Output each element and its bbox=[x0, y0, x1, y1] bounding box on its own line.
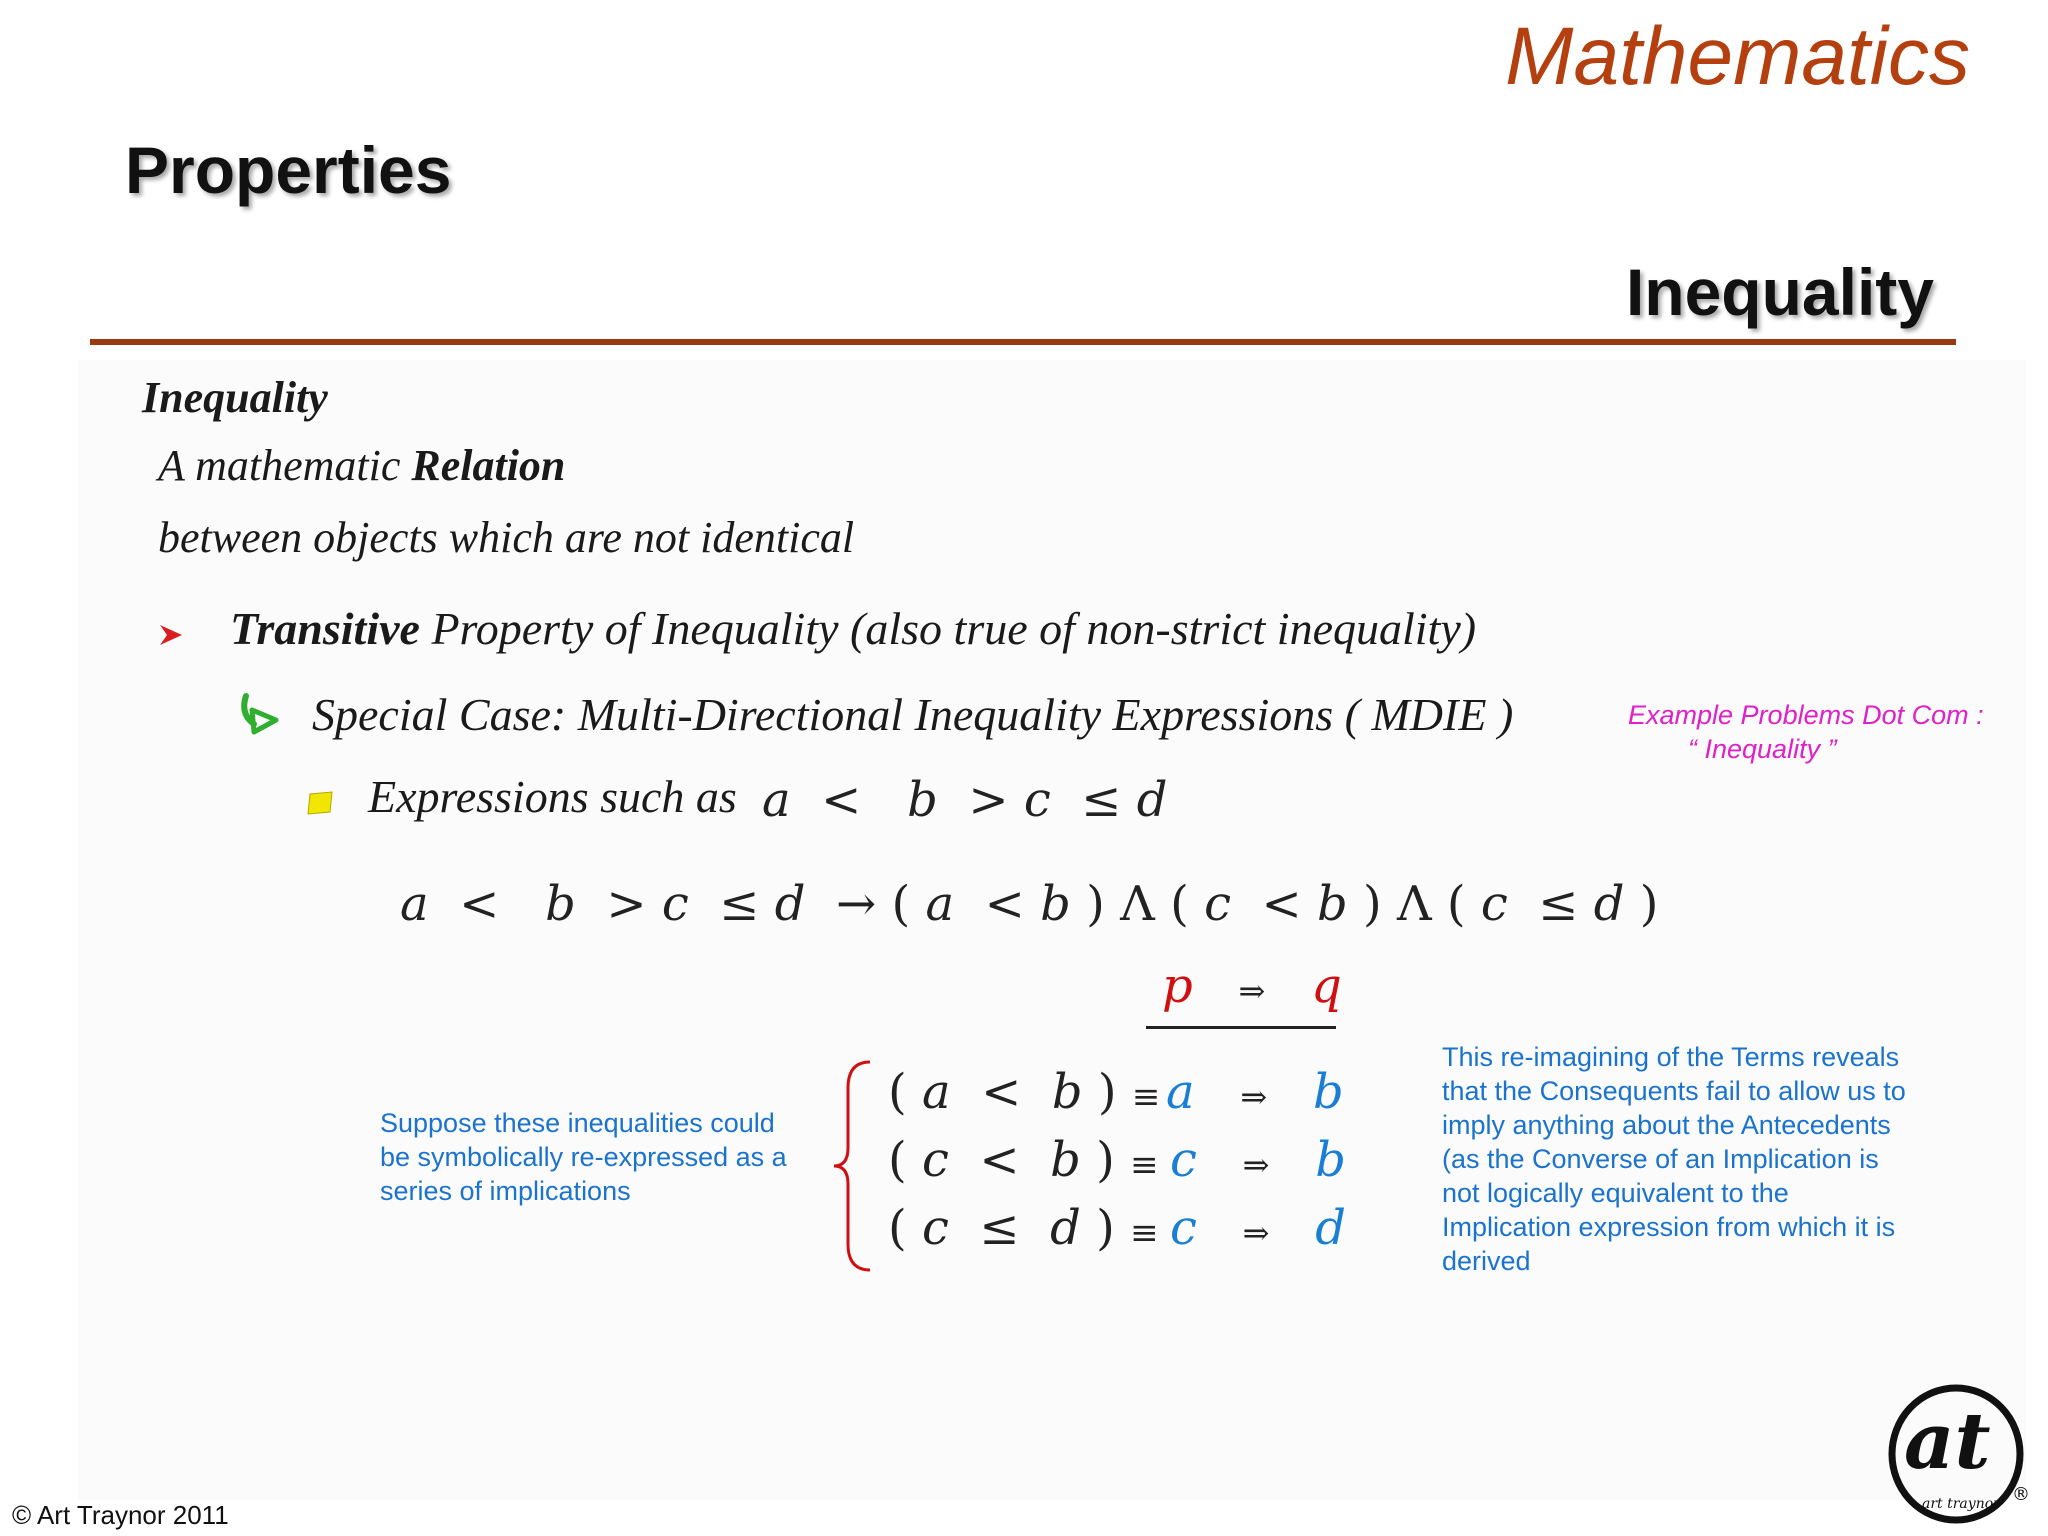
arrowhead-bullet-icon bbox=[158, 622, 184, 648]
var-d: d bbox=[1050, 1200, 1081, 1256]
paren-left: ( bbox=[1170, 876, 1189, 932]
logo-sub-text: art traynor bbox=[1922, 1496, 2000, 1512]
op-arrow: → bbox=[836, 876, 877, 932]
op-lt: < bbox=[821, 772, 862, 828]
definition-line2: between objects which are not identical bbox=[158, 513, 855, 562]
section-title: Properties bbox=[125, 133, 452, 207]
implication-header bbox=[1162, 958, 1342, 1014]
op-le: ≤ bbox=[1081, 772, 1122, 828]
registered-mark: ® bbox=[2012, 1484, 2030, 1505]
var-b: b bbox=[1050, 1132, 1081, 1188]
bullet-transitive bbox=[230, 602, 1476, 655]
subject-title: Mathematics bbox=[1505, 11, 1970, 102]
paren-right: ) bbox=[1096, 1132, 1115, 1188]
var-b: b bbox=[1051, 1064, 1083, 1120]
op-lt: < bbox=[979, 1132, 1020, 1188]
var-d: d bbox=[1136, 772, 1168, 828]
op-lt: < bbox=[984, 876, 1025, 932]
right-note: This re-imagining of the Terms reveals that the Consequents fail to allow us to imply anything about the Antecedents (as the Converse of an Implication is not logically equivalent to the Implication expression from which it is derived bbox=[1442, 1042, 1906, 1276]
paren-right: ) bbox=[1097, 1064, 1117, 1120]
op-gt: > bbox=[606, 876, 647, 932]
paren-left: ( bbox=[888, 1064, 907, 1120]
op-and: Λ bbox=[1120, 876, 1155, 932]
op-le: ≤ bbox=[719, 876, 760, 932]
implication-row-3-rhs bbox=[1170, 1200, 1346, 1256]
var-c: c bbox=[1170, 1132, 1197, 1188]
op-and: Λ bbox=[1396, 876, 1432, 932]
definition-line1-prefix: A mathematic bbox=[158, 441, 401, 490]
implication-row-2 bbox=[888, 1132, 1159, 1188]
paren-right: ) bbox=[1639, 876, 1659, 932]
op-lt: < bbox=[1261, 876, 1302, 932]
paren-left: ( bbox=[1446, 876, 1466, 932]
implication-row-1-rhs bbox=[1166, 1064, 1344, 1120]
op-gt: > bbox=[968, 772, 1009, 828]
paren-right: ) bbox=[1086, 876, 1105, 932]
op-le: ≤ bbox=[1538, 876, 1579, 932]
implication-row-1 bbox=[888, 1064, 1160, 1120]
var-a: a bbox=[1166, 1064, 1195, 1120]
at-logo-icon bbox=[1884, 1380, 2034, 1530]
var-d: d bbox=[1593, 876, 1625, 932]
curved-arrow-bullet-icon bbox=[236, 690, 282, 736]
var-a: a bbox=[925, 876, 955, 932]
paren-right: ) bbox=[1362, 876, 1382, 932]
var-a: a bbox=[400, 876, 429, 932]
implication-underline bbox=[1146, 1026, 1336, 1029]
var-a: a bbox=[922, 1064, 951, 1120]
op-equiv: ≡ bbox=[1130, 1145, 1159, 1185]
op-implies: ⇒ bbox=[1240, 1078, 1268, 1116]
op-implies: ⇒ bbox=[1242, 1146, 1270, 1184]
left-note: Suppose these inequalities could be symbolically re-expressed as a series of implications bbox=[380, 1108, 787, 1206]
logo-main-text: at bbox=[1904, 1396, 1991, 1487]
var-d: d bbox=[1315, 1200, 1346, 1256]
var-q: q bbox=[1311, 958, 1342, 1014]
header-rule bbox=[90, 339, 1956, 345]
expression-example bbox=[762, 772, 1168, 828]
bullet-transitive-bold: Transitive bbox=[230, 603, 420, 654]
bullet-special-case: Special Case: Multi-Directional Inequality Expressions ( MDIE ) bbox=[312, 689, 1514, 740]
example-problems-note-line1: Example Problems Dot Com : bbox=[1628, 700, 1984, 730]
conjunction-expression bbox=[400, 876, 1659, 932]
implication-row-3 bbox=[888, 1200, 1159, 1256]
copyright-footer: © Art Traynor 2011 bbox=[12, 1500, 229, 1530]
bullet-expressions: Expressions such as bbox=[368, 771, 737, 822]
var-b: b bbox=[1316, 876, 1348, 932]
var-c: c bbox=[661, 876, 689, 932]
op-lt: < bbox=[459, 876, 500, 932]
op-equiv: ≡ bbox=[1131, 1077, 1161, 1117]
topic-title: Inequality bbox=[1625, 255, 1934, 329]
op-le: ≤ bbox=[979, 1200, 1020, 1256]
bullet-transitive-text: Property of Inequality (also true of non-strict inequality) bbox=[431, 603, 1477, 654]
curly-brace-icon bbox=[830, 1058, 878, 1274]
var-p: p bbox=[1162, 958, 1193, 1014]
var-c: c bbox=[922, 1132, 949, 1188]
var-c: c bbox=[1023, 772, 1051, 828]
paren-left: ( bbox=[888, 1200, 907, 1256]
var-c: c bbox=[1204, 876, 1231, 932]
var-c: c bbox=[922, 1200, 949, 1256]
var-b: b bbox=[1315, 1132, 1346, 1188]
implication-row-2-rhs bbox=[1170, 1132, 1346, 1188]
definition-term: Inequality bbox=[142, 373, 328, 422]
op-implies: ⇒ bbox=[1242, 1214, 1270, 1252]
op-lt: < bbox=[981, 1064, 1022, 1120]
var-b: b bbox=[907, 772, 938, 828]
paren-left: ( bbox=[891, 876, 911, 932]
definition-relation: Relation bbox=[411, 441, 566, 490]
paren-left: ( bbox=[888, 1132, 907, 1188]
var-c: c bbox=[1480, 876, 1508, 932]
paren-right: ) bbox=[1096, 1200, 1115, 1256]
square-bullet-icon bbox=[306, 790, 334, 816]
var-a: a bbox=[762, 772, 791, 828]
example-problems-note-line2: “ Inequality ” bbox=[1688, 734, 1837, 764]
var-b: b bbox=[545, 876, 576, 932]
var-b: b bbox=[1313, 1064, 1344, 1120]
op-implies: ⇒ bbox=[1238, 972, 1266, 1010]
var-c: c bbox=[1170, 1200, 1197, 1256]
definition-line1 bbox=[158, 440, 565, 491]
var-d: d bbox=[774, 876, 806, 932]
op-equiv: ≡ bbox=[1130, 1213, 1159, 1253]
var-b: b bbox=[1040, 876, 1071, 932]
